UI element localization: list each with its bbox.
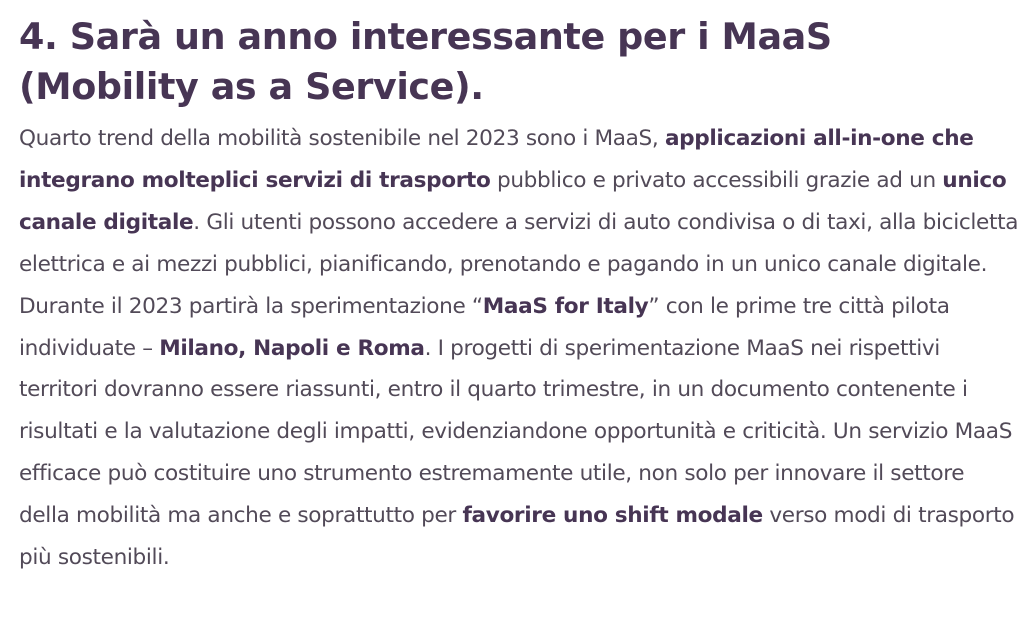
paragraph-bold-text: favorire uno shift modale [462, 503, 763, 529]
paragraph-text: pubblico e privato accessibili grazie ad un [490, 167, 943, 193]
paragraph-text: ” con le prime tre città pilota individuate – [19, 293, 950, 361]
paragraph-bold-text: unico canale digitale [19, 167, 1007, 235]
paragraph-bold-text: applicazioni all-in-one che integrano molteplici servizi di trasporto [19, 126, 974, 193]
section-paragraph [19, 118, 1019, 579]
paragraph-text: verso modi di trasporto più sostenibili. [19, 503, 1015, 571]
paragraph-bold-text: Milano, Napoli e Roma [159, 335, 425, 361]
section-heading: 4. Sarà un anno interessante per i MaaS (Mobility as a Service). [19, 15, 832, 108]
paragraph-bold-text: MaaS for Italy [482, 293, 649, 319]
paragraph-text: . I progetti di sperimentazione MaaS nei rispettivi territori dovranno essere riassunti, entro il quarto trimestre, in un documento contenente i risultati e la valutazione degli impatti, evidenziandone opportunità e criticità. Un servizio MaaS efficace può costituire uno strumento estremamente utile, non solo per innovare il settore della mobilità ma anche e soprattutto per [19, 335, 1013, 529]
paragraph-text: . Gli utenti possono accedere a servizi di auto condivisa o di taxi, alla bicicletta elettrica e ai mezzi pubblici, pianificando, prenotando e pagando in un unico canale digitale. Durante il 2023 partirà la sperimentazione “ [19, 209, 1019, 319]
paragraph-text: Quarto trend della mobilità sostenibile nel 2023 sono i MaaS, [19, 126, 665, 151]
article-section [19, 12, 1019, 579]
